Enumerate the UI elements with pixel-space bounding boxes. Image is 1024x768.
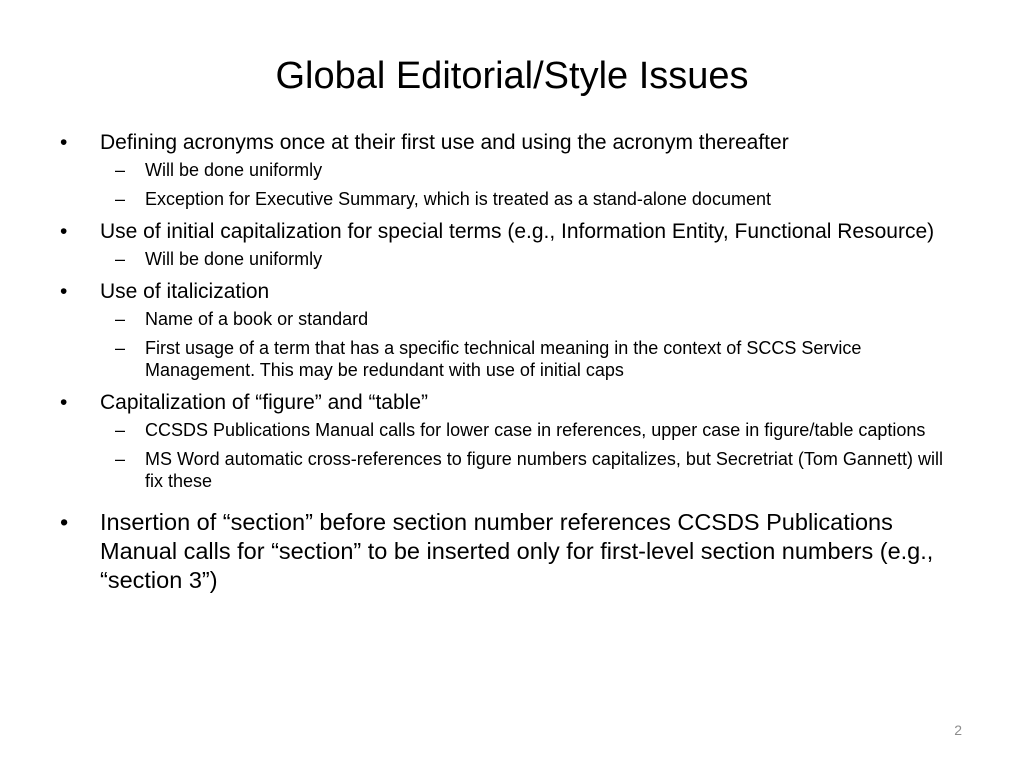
sub-bullet-text: Will be done uniformly xyxy=(145,249,323,269)
sub-bullet-text: MS Word automatic cross-references to figure numbers capitalizes, but Secretriat (Tom Gannett) will fix these xyxy=(145,449,943,491)
slide-number: 2 xyxy=(954,722,962,738)
bullet-text: Use of italicization xyxy=(100,280,270,303)
bullet-icon: • xyxy=(60,131,68,154)
sub-bullet-text: Exception for Executive Summary, which is treated as a stand-alone document xyxy=(145,189,771,209)
bullet-icon: • xyxy=(60,509,69,535)
dash-icon: – xyxy=(115,249,126,269)
bullet-icon: • xyxy=(60,220,68,243)
bullet-text: Capitalization of “figure” and “table” xyxy=(100,391,429,414)
sub-bullet-item xyxy=(56,448,956,492)
sub-bullet-item xyxy=(56,419,956,441)
sub-bullet-text: Name of a book or standard xyxy=(145,309,369,329)
dash-icon: – xyxy=(115,338,126,358)
bullet-text: Use of initial capitalization for special terms (e.g., Information Entity, Functional Resource) xyxy=(100,220,935,243)
slide-content xyxy=(56,130,956,595)
dash-icon: – xyxy=(115,160,126,180)
bullet-item-section-insertion xyxy=(56,508,956,595)
sub-bullet-item xyxy=(56,308,956,330)
sub-bullet-item xyxy=(56,159,956,181)
bullet-item-italicization xyxy=(56,279,956,304)
dash-icon: – xyxy=(115,309,126,329)
sub-bullet-text: First usage of a term that has a specific technical meaning in the context of SCCS Service Management. This may be redundant with use of initial caps xyxy=(145,338,862,380)
bullet-text: Insertion of “section” before section number references CCSDS Publications Manual calls for “section” to be inserted only for first-level section numbers (e.g., “section 3”) xyxy=(100,509,934,593)
bullet-icon: • xyxy=(60,391,68,414)
slide-title: Global Editorial/Style Issues xyxy=(275,55,749,97)
bullet-item-acronyms xyxy=(56,130,956,155)
dash-icon: – xyxy=(115,449,126,469)
sub-bullet-text: Will be done uniformly xyxy=(145,160,323,180)
sub-bullet-item xyxy=(56,188,956,210)
bullet-item-figure-table xyxy=(56,390,956,415)
sub-bullet-text: CCSDS Publications Manual calls for lower case in references, upper case in figure/table captions xyxy=(145,420,926,440)
bullet-item-capitalization-terms xyxy=(56,219,956,244)
sub-bullet-item xyxy=(56,337,956,381)
sub-bullet-item xyxy=(56,248,956,270)
dash-icon: – xyxy=(115,189,126,209)
dash-icon: – xyxy=(115,420,126,440)
bullet-text: Defining acronyms once at their first use and using the acronym thereafter xyxy=(100,131,789,154)
bullet-icon: • xyxy=(60,280,68,303)
